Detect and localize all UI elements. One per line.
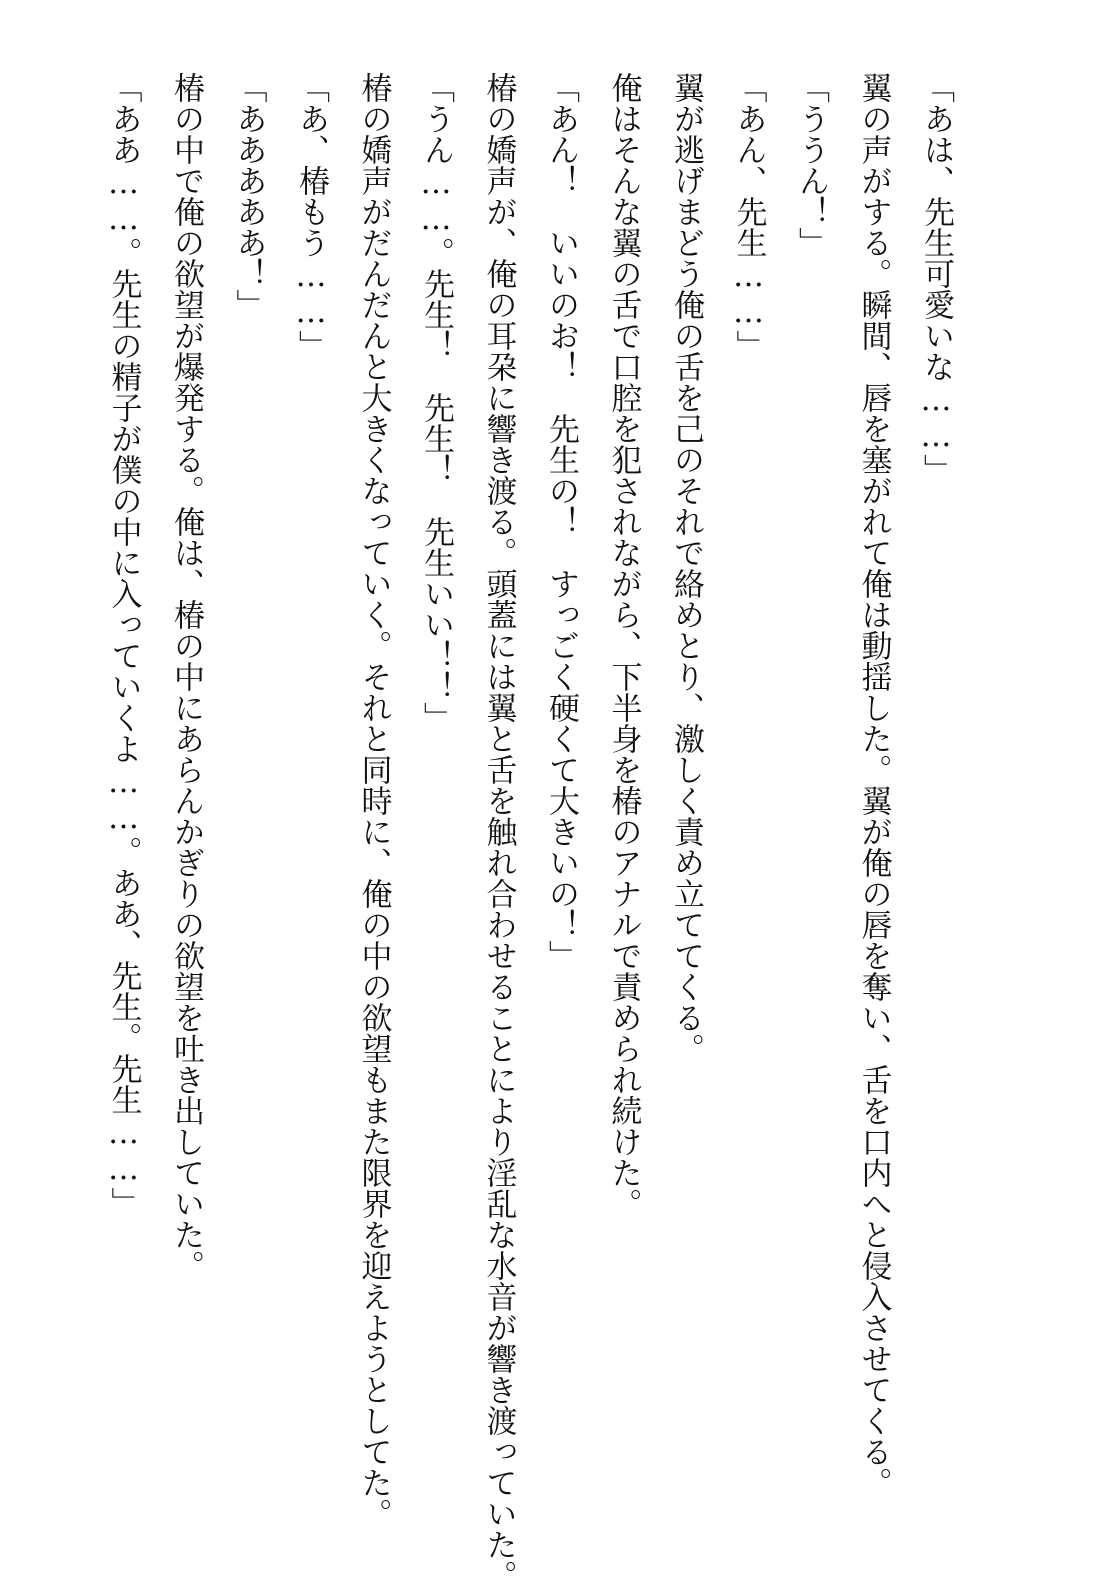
text-line: 「ううん！」	[793, 72, 829, 258]
vertical-text-body	[92, 72, 967, 1591]
text-line: 「あん、先生……」	[730, 72, 767, 361]
text-line: 「あ、椿もう……」	[293, 72, 329, 361]
text-line: 椿の嬌声がだんだんと大きくなっていく。それと同時に、俺の中の欲望もまた限界を迎えようとしてた。	[355, 72, 392, 1529]
text-line: 「あは、先生可愛いな……」	[918, 72, 954, 485]
text-line: 「ああ……。先生の精子が僕の中に入っていくよ……。ああ、先生。先生……」	[105, 72, 142, 1218]
text-line: 翼の声がする。瞬間、唇を塞がれて俺は動揺した。翼が俺の唇を奪い、舌を口内へと侵入させてくる。	[855, 72, 892, 1498]
text-line: 「うん……。先生！ 先生！ 先生いい！！」	[418, 72, 454, 733]
text-line: 俺はそんな翼の舌で口腔を犯されながら、下半身を椿のアナルで責められ続けた。	[605, 72, 642, 1219]
text-line: 椿の嬌声が、俺の耳朶に響き渡る。頭蓋には翼と舌を触れ合わせることにより淫乱な水音が響き渡っていた。	[480, 72, 517, 1591]
text-line: 翼が逃げまどう俺の舌を己のそれで絡めとり、激しく責め立ててくる。	[668, 72, 704, 1064]
text-line: 椿の中で俺の欲望が爆発する。俺は、椿の中にあらんかぎりの欲望を吐き出していた。	[168, 72, 204, 1281]
text-line: 「あん！ いいのお！ 先生の！ すっごく硬くて大きいの！」	[543, 72, 579, 971]
text-line: 「あああああ！」	[230, 72, 267, 320]
